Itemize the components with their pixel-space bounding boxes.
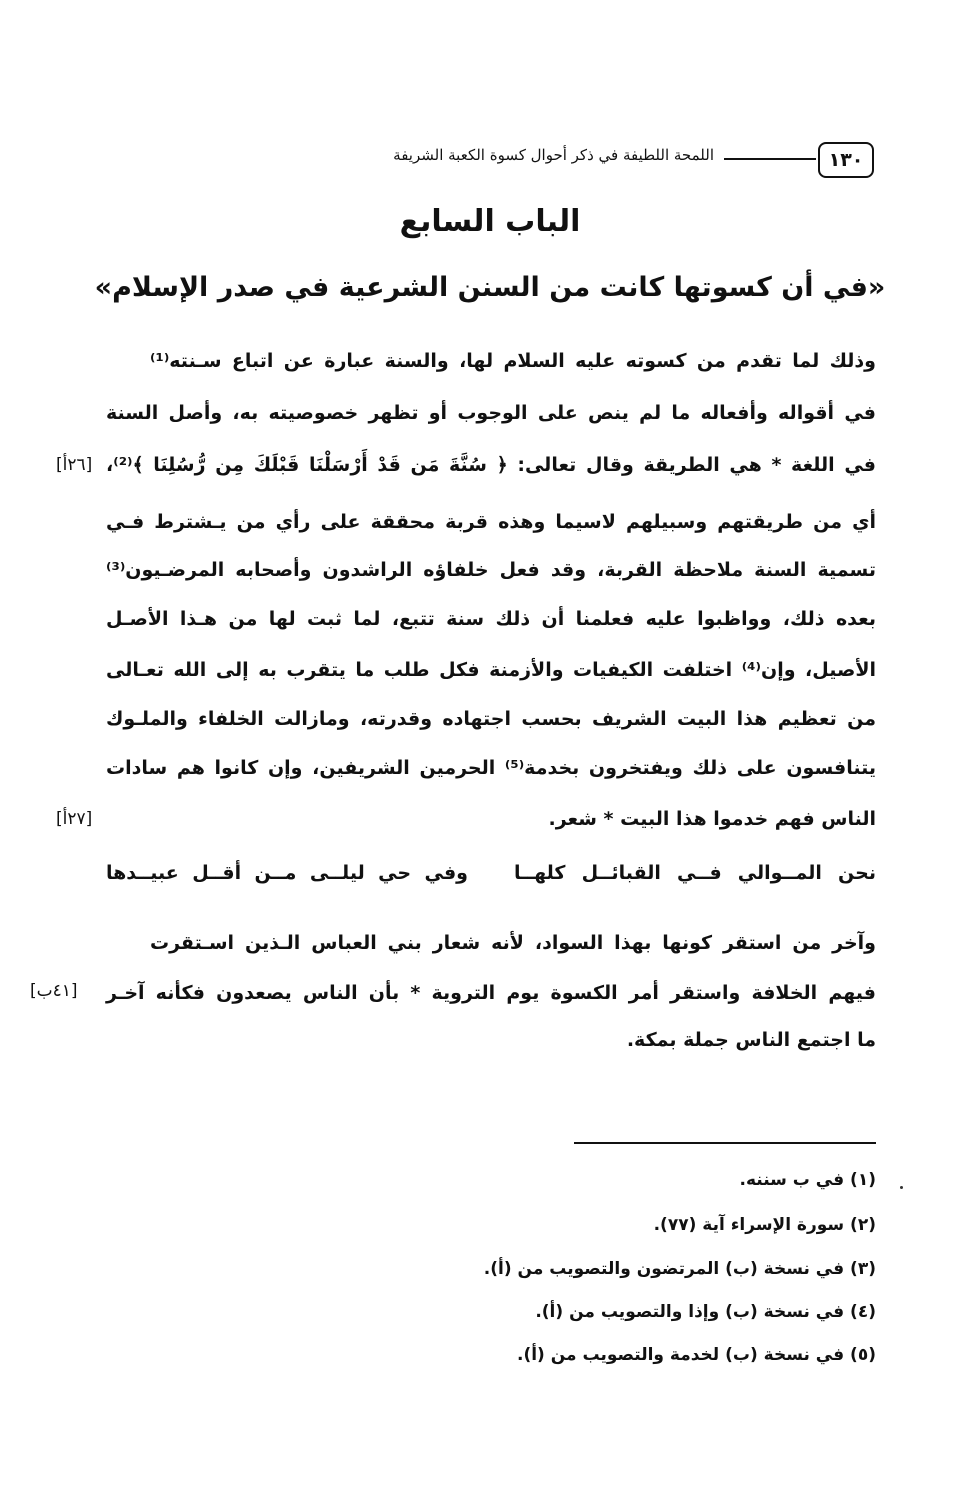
margin-reference: [٤١ب] [30, 981, 78, 1001]
body-line: ما اجتمع الناس جملة بمكة. [626, 1029, 876, 1051]
body-line: الناس فهم خدموا هذا البيت * شعر. [548, 808, 876, 830]
margin-reference: [٢٦أ] [56, 455, 93, 475]
running-header [80, 138, 880, 182]
footnote: (٥) في نسخة (ب) لخدمة والتصويب من (أ). [516, 1345, 876, 1365]
footnote-separator [574, 1142, 876, 1144]
margin-reference: [٢٧أ] [56, 809, 93, 829]
page-number-badge: ١٣٠ [818, 142, 874, 178]
chapter-title: الباب السابع [399, 204, 581, 239]
footnote: (٢) سورة الإسراء آية (٧٧). [653, 1215, 876, 1235]
body-line: تسمية السنة ملاحظة القربة، وقد فعل خلفاؤه الراشدون وأصحابه المرضـيون⁽³⁾ [106, 559, 876, 581]
body-line: فيهم الخلافة واستقر أمر الكسوة يوم التروية * بأن الناس يصعدون فكأنه آخـر [106, 982, 876, 1004]
poetry-verse [106, 857, 876, 889]
body-line: يتنافسون على ذلك ويفتخرون بخدمة⁽⁵⁾ الحرمين الشريفين، وإن كانوا هم سادات [106, 757, 877, 779]
body-line: من تعظيم هذا البيت الشريف بحسب اجتهاده وقدرته، ومازالت الخلفاء والملـوك [106, 708, 876, 730]
body-line: الأصيل، وإن⁽⁴⁾ اختلفت الكيفيات والأزمنة فكل طلب ما يتقرب به إلى الله تعـالى [106, 659, 876, 681]
body-line: في أقواله وأفعاله ما لم ينص على الوجوب أو تظهر خصوصيته به، وأصل السنة [106, 402, 876, 424]
body-line: وآخر من استقر كونها بهذا السواد، لأنه شعار بني العباس الـذين اسـتقرت [150, 932, 876, 954]
footnote: (٣) في نسخة (ب) المرتضون والتصويب من (أ). [483, 1259, 876, 1279]
footnote: (١) في ب سننه. [739, 1170, 876, 1190]
body-line: وذلك لما تقدم من كسوته عليه السلام لها، والسنة عبارة عن اتباع سـنته⁽¹⁾ [150, 350, 876, 372]
body-line: في اللغة * هي الطريقة وقال تعالى: ﴿ سُنَّةَ مَن قَدْ أَرْسَلْنَا قَبْلَكَ مِن رُّسُلِنَا ﴾⁽²⁾، [106, 454, 876, 476]
scan-speck [900, 1186, 903, 1189]
body-line: أي من طريقتهم وسبيلهم لاسيما وهذه قربة محققة على رأي من يـشترط فـي [106, 511, 876, 533]
verse-second-hemistich: وفي حي ليلــى مــن أقــل عبيــدها [106, 862, 468, 884]
chapter-subtitle: «في أن كسوتها كانت من السنن الشرعية في صدر الإسلام» [94, 272, 886, 303]
verse-first-hemistich: نحن المــوالي فــي القبائــل كلهــا [514, 862, 876, 884]
book-title: اللمحة اللطيفة في ذكر أحوال كسوة الكعبة الشريفة [393, 146, 714, 164]
header-rule [724, 158, 816, 160]
body-line: بعده ذلك، وواظبوا عليه فعلمنا أن ذلك سنة تتبع، لما ثبت لها من هـذا الأصـل [106, 608, 876, 630]
footnote: (٤) في نسخة (ب) وإذا والتصويب من (أ). [535, 1302, 876, 1322]
